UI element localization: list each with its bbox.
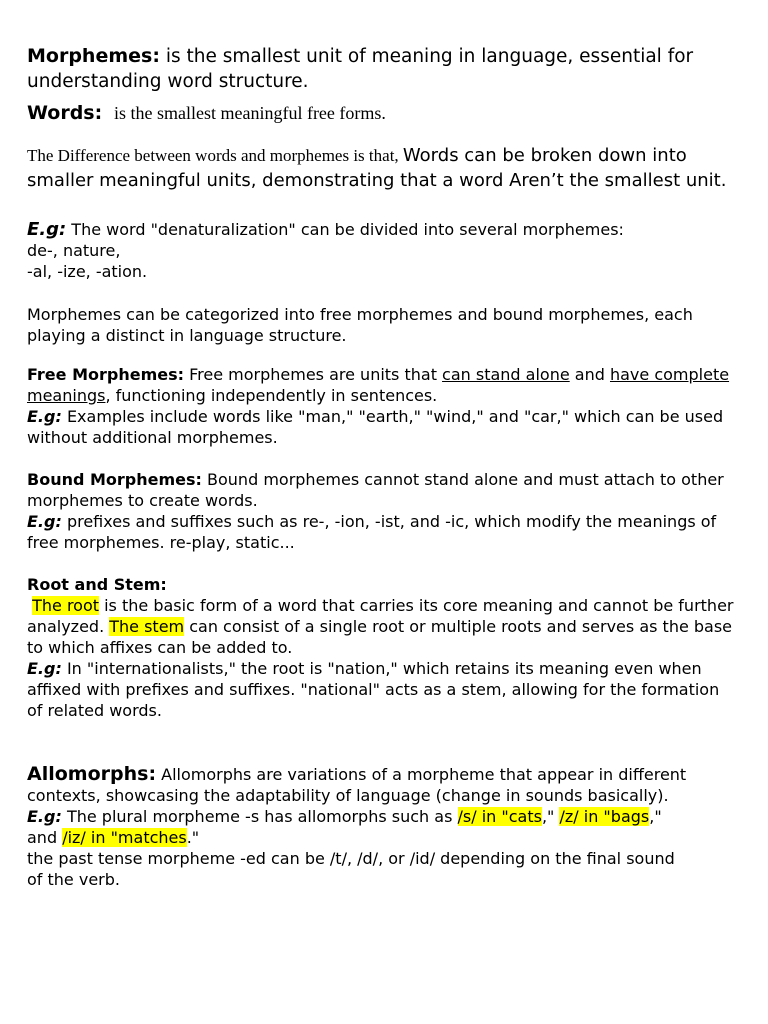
- root-stem-paragraph: [27, 574, 739, 721]
- words-definition: [27, 101, 739, 126]
- allomorphs-term: Allomorphs:: [27, 763, 157, 785]
- free-underline: have complete meanings: [27, 365, 730, 405]
- difference-lead: The Difference between words and morphemes is that,: [27, 146, 403, 165]
- eg-label: E.g:: [27, 512, 62, 531]
- analyzed-text: analyzed.: [27, 617, 110, 636]
- separator: ,": [541, 807, 560, 826]
- separator: ,": [649, 807, 662, 826]
- root-text: is the basic form of a word that carries its core meaning and cannot be further: [99, 596, 734, 615]
- eg-text: Examples include words like "man," "earth," "wind," and "car," which can be used without additional morphemes.: [27, 407, 724, 447]
- eg-text: The word "denaturalization" can be divided into several morphemes:: [66, 220, 624, 239]
- allomorphs-paragraph: [27, 764, 739, 890]
- allomorphs-text: Allomorphs are variations of a morpheme that appear in different contexts, showcasing the adaptability of language (change in sounds basically).: [27, 765, 687, 805]
- morphemes-definition: [27, 44, 739, 94]
- eg-text: prefixes and suffixes such as re-, -ion, -ist, and -ic, which modify the meanings of free morphemes. re-play, static...: [27, 512, 717, 552]
- categorized-text: Morphemes can be categorized into free morphemes and bound morphemes, each playing a distinct in language structure.: [27, 305, 693, 345]
- categorized-paragraph: [27, 304, 739, 346]
- allomorph-highlight: /z/ in "bags: [559, 807, 650, 826]
- eg-label: E.g:: [27, 407, 62, 426]
- morphemes-def: is the smallest unit of meaning in language, essential for understanding word structure.: [27, 46, 694, 92]
- root-stem-heading: Root and Stem:: [27, 575, 167, 594]
- free-term: Free Morphemes:: [27, 365, 185, 384]
- eg-line: -al, -ize, -ation.: [27, 262, 148, 281]
- morphemes-term: Morphemes:: [27, 45, 160, 67]
- allomorph-highlight: /s/ in "cats: [457, 807, 542, 826]
- free-morphemes-paragraph: [27, 364, 739, 448]
- eg-label: E.g:: [27, 807, 62, 826]
- past-tense-text: of the verb.: [27, 870, 120, 889]
- past-tense-text: the past tense morpheme -ed can be /t/, /d/, or /id/ depending on the final sound: [27, 849, 675, 868]
- end-text: .": [186, 828, 200, 847]
- difference-statement: Words can be broken down into smaller meaningful units, demonstrating that a word Aren’t the smallest unit.: [27, 145, 727, 191]
- eg-line: de-, nature,: [27, 241, 121, 260]
- free-text: and: [569, 365, 610, 384]
- bound-term: Bound Morphemes:: [27, 470, 202, 489]
- bound-morphemes-paragraph: [27, 469, 739, 553]
- free-underline: can stand alone: [442, 365, 570, 384]
- difference-paragraph: [27, 144, 739, 193]
- eg-label: E.g:: [27, 219, 67, 240]
- free-text: Free morphemes are units that: [184, 365, 443, 384]
- stem-text: can consist of a single root or multiple roots and serves as the base to which affixes can be added to.: [27, 617, 733, 657]
- difference-example: [27, 219, 739, 282]
- and-text: and: [27, 828, 63, 847]
- free-text: , functioning independently in sentences.: [105, 386, 438, 405]
- allomorph-highlight: /iz/ in "matches: [62, 828, 187, 847]
- words-def: is the smallest meaningful free forms.: [113, 103, 386, 123]
- eg-text: The plural morpheme -s has allomorphs such as: [61, 807, 458, 826]
- stem-highlight: The stem: [109, 617, 185, 636]
- eg-text: In "internationalists," the root is "nation," which retains its meaning even when affixed with prefixes and suffixes. "national" acts as a stem, allowing for the formation of related words.: [27, 659, 720, 720]
- words-term: Words:: [27, 102, 103, 124]
- root-highlight: The root: [32, 596, 100, 615]
- bound-text: Bound morphemes cannot stand alone and must attach to other morphemes to create words.: [27, 470, 724, 510]
- eg-label: E.g:: [27, 659, 62, 678]
